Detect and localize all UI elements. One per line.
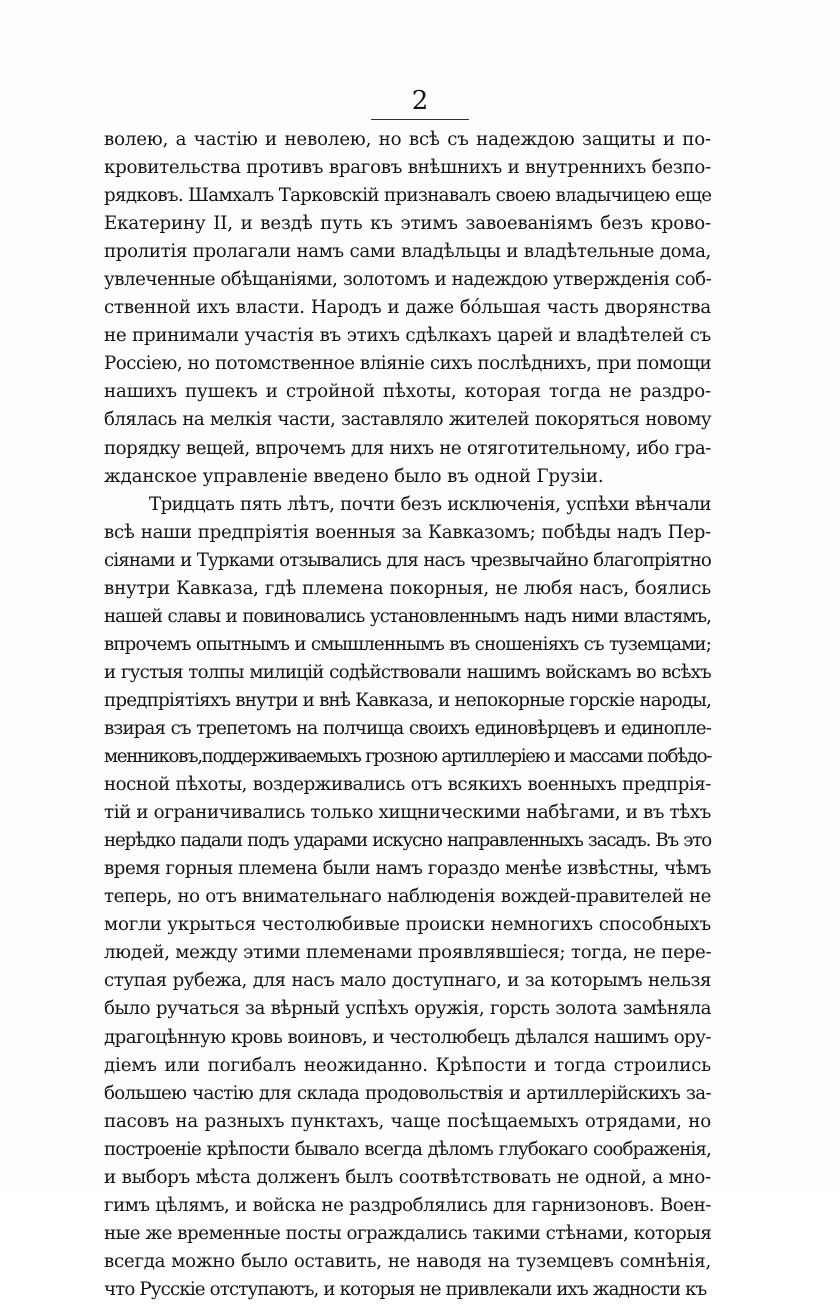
text-line: нерѣдко падали подъ ударами искусно направленныхъ засадъ. Въ это (104, 830, 711, 852)
text-line: гимъ цѣлямъ, и войска не раздроблялись для гарнизоновъ. Воен- (104, 1194, 711, 1216)
text-line: нашихъ пушекъ и стройной пѣхоты, которая тогда не раздро- (104, 381, 711, 403)
page-number: 2 (411, 86, 429, 116)
text-line: что Русскіе отступаютъ, и которыя не привлекали ихъ жадности къ (104, 1278, 707, 1300)
text-line: Тридцать пять лѣтъ, почти безъ исключенія, успѣхи вѣнчали (149, 493, 711, 515)
text-line: теперь, но отъ внимательнаго наблюденія вождей-правителей не (104, 886, 711, 908)
text-line: людей, между этими племенами проявлявшіеся; тогда, не пере- (104, 942, 712, 964)
text-line: кровительства противъ враговъ внѣшнихъ и внутреннихъ безпо- (104, 157, 711, 179)
text-line: Екатерину II, и вездѣ путь къ этимъ завоеваніямъ безъ крово- (104, 213, 711, 235)
text-line: драгоцѣнную кровь воиновъ, и честолюбецъ дѣлался нашимъ ору- (104, 1026, 711, 1048)
page-number-rule (371, 119, 469, 120)
text-line: Россіею, но потомственное вліяніе сихъ послѣднихъ, при помощи (104, 353, 712, 375)
text-line: ственной ихъ власти. Народъ и даже бо́льшая часть дворянства (104, 297, 711, 319)
text-line: порядку вещей, впрочемъ для нихъ не отяготительному, ибо гра- (104, 437, 711, 459)
text-line: внутри Кавказа, гдѣ племена покорныя, не любя насъ, боялись (104, 577, 711, 599)
text-line: и густыя толпы милицій содѣйствовали нашимъ войскамъ во всѣхъ (104, 661, 711, 683)
text-line: тій и ограничивались только хищническими набѣгами, и въ тѣхъ (104, 802, 711, 824)
body-text (104, 126, 711, 1304)
text-line: ступая рубежа, для насъ мало доступнаго, и за которымъ нельзя (104, 970, 711, 992)
paragraph (104, 491, 711, 1304)
text-line: могли укрыться честолюбивые происки немногихъ способныхъ (104, 914, 711, 936)
text-line: діемъ или погибалъ неожиданно. Крѣпости и тогда строились (104, 1054, 711, 1076)
text-line: впрочемъ опытнымъ и смышленнымъ въ сношеніяхъ съ туземцами; (104, 633, 711, 655)
text-line: построеніе крѣпости бывало всегда дѣломъ глубокаго соображенія, (104, 1138, 711, 1160)
text-line: сіянами и Турками отзывались для насъ чрезвычайно благопріятно (104, 549, 711, 571)
text-line: носной пѣхоты, воздерживались отъ всякихъ военныхъ предпрія- (104, 774, 711, 796)
text-line: ные же временные посты ограждались такими стѣнами, которыя (104, 1222, 712, 1244)
text-line: нашей славы и повиновались установленнымъ надъ ними властямъ, (104, 605, 711, 627)
text-line: жданское управленіе введено было въ одной Грузіи. (104, 465, 604, 487)
text-line: менниковъ,поддерживаемыхъ грозною артиллеріею и массами побѣдо- (104, 746, 711, 768)
text-line: рядковъ. Шамхалъ Тарковскій признавалъ своею владычицею еще (104, 185, 712, 207)
text-line: взирая съ трепетомъ на полчища своихъ единовѣрцевъ и единопле- (104, 717, 711, 739)
text-line: всегда можно было оставить, не наводя на туземцевъ сомнѣнія, (104, 1250, 711, 1272)
text-line: было ручаться за вѣрный успѣхъ оружія, горсть золота замѣняла (104, 998, 711, 1020)
text-line: не принимали участія въ этихъ сдѣлкахъ царей и владѣтелей съ (104, 325, 711, 347)
text-line: и выборъ мѣста долженъ былъ соотвѣтствовать не одной, а мно- (104, 1166, 711, 1188)
text-line: блялась на мелкія части, заставляло жителей покоряться новому (104, 409, 711, 431)
text-line: предпріятіяхъ внутри и внѣ Кавказа, и непокорные горскіе народы, (104, 689, 712, 711)
text-line: пролитія пролагали намъ сами владѣльцы и владѣтельные дома, (104, 241, 711, 263)
text-line: время горныя племена были намъ гораздо менѣе извѣстны, чѣмъ (104, 858, 711, 880)
text-line: увлеченные обѣщаніями, золотомъ и надеждою утвержденія соб- (104, 269, 712, 291)
text-line: волею, а частію и неволею, но всѣ съ надеждою защиты и по- (104, 129, 711, 150)
text-line: пасовъ на разныхъ пунктахъ, чаще посѣщаемыхъ отрядами, но (104, 1110, 711, 1132)
paragraph (104, 126, 711, 491)
text-line: всѣ наши предпріятія военныя за Кавказомъ; побѣды надъ Пер- (104, 521, 711, 543)
text-line: большею частію для склада продовольствія и артиллерійскихъ за- (104, 1082, 711, 1104)
